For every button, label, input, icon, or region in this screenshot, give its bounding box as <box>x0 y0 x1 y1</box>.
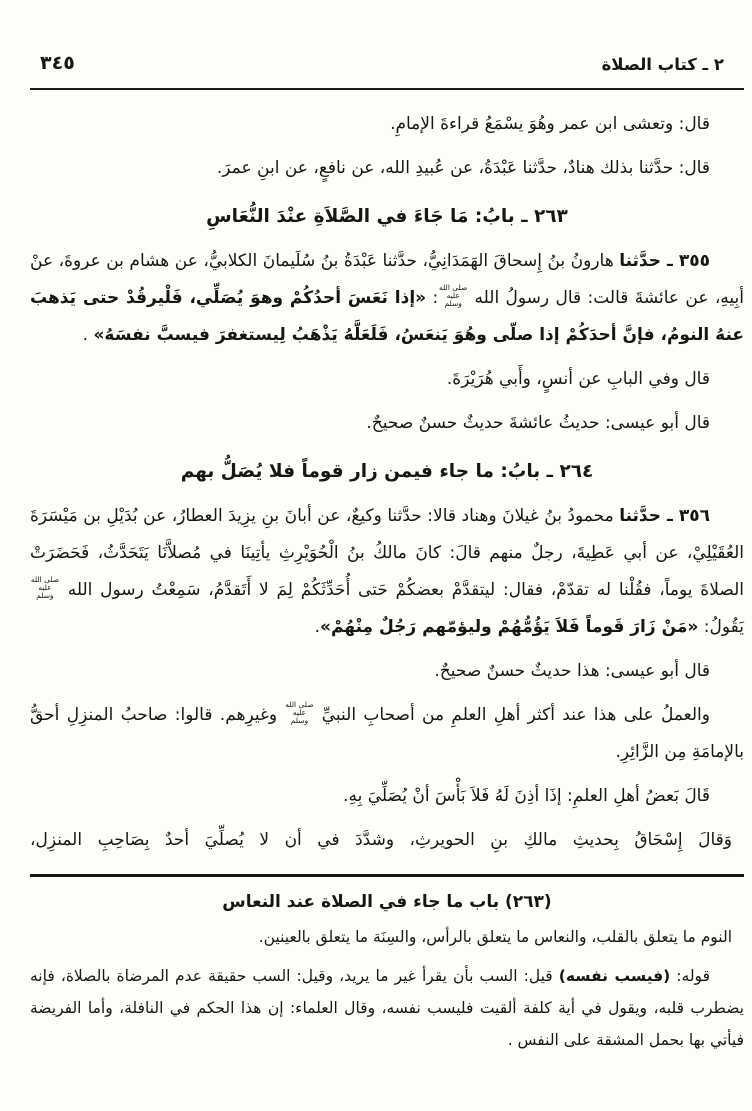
abu-isa-grading-356: قال أبو عيسى: هذا حديثٌ حسنٌ صحيحٌ. <box>434 661 710 681</box>
ishaq-opinion-line: وَقالَ إِسْحَاقُ بِحديثِ مالكِ بنِ الحويرثِ، وشدَّدَ في أن لا يُصلِّيَ أحدٌ بِصَاحِبِ المنزِل، <box>30 830 732 850</box>
narration-line-1: قال: وتعشى ابن عمر وهُوَ يسْمَعُ قراءةَ الإمامِ. <box>390 114 710 134</box>
page-header <box>30 52 744 74</box>
amal-text-a: والعملُ على هذا عند أكثر أهلِ العلمِ من أصحابِ النبيِّ <box>314 705 710 725</box>
footnote-line-1: النوم ما يتعلق بالقلب، والنعاس ما يتعلق بالرأس، والسِنَة ما يتعلق بالعينين. <box>258 928 732 946</box>
hadith-355 <box>30 243 744 354</box>
footnote-explanation: قيل: السب بأن يقرأ غير ما يريد، وقيل: السب حقيقة عدم المرضاة بالصلاة، فإنه يضطرب قلبه، ويقول في أية كلفة ألقيت فليسب نفسه، وقال العلماء: إن هذا الحكم في النافلة، وأما الفريضة فيأتي بها بحمل المشقة على النفس . <box>30 967 744 1049</box>
hadith-355-matn: «إذا نَعَسَ أحدُكُمْ وهوَ يُصَلِّي، فَلْيرقُدْ حتى يَذهبَ عنهُ النومُ، فإنَّ أحدَكُمْ إذا صلّى وهُوَ يَنعَسُ، فَلَعَلَّهُ يَذْهَبُ لِيستغفرَ فيسبَّ نفسَهُ» <box>30 288 744 345</box>
footnote-divider <box>30 874 744 877</box>
abu-isa-grading-355: قال أبو عيسى: حديثُ عائشةَ حديثٌ حسنٌ صحيحٌ. <box>366 413 710 433</box>
hadith-355-opening: ٣٥٥ ـ حدَّثنا <box>619 251 710 271</box>
footnote-qawluhu: قوله: <box>670 967 710 985</box>
hadith-356-opening: ٣٥٦ ـ حدَّثنا <box>619 506 710 526</box>
chapter-heading-263: ٢٦٣ ـ بابُ: مَا جَاءَ في الصَّلاَةِ عنْدَ النُّعَاسِ <box>206 206 568 227</box>
pbuh-symbol: صلى الله عليه وسلم <box>285 699 314 726</box>
hadith-356-end: . <box>314 617 321 637</box>
hadith-356-matn: «مَنْ زَارَ قَوماً فَلاَ يَؤُمُّهُمْ وليؤمّهم رَجُلٌ مِنْهُمْ» <box>320 617 699 637</box>
hadith-356 <box>30 498 744 646</box>
footnote-lemma: (فيسب نفسه) <box>558 967 671 985</box>
narration-line-2: قال: حدَّثنا بذلك هنادٌ، حدَّثنا عَبْدَةُ، عن عُبيدِ الله، عن نافعٍ، عن ابنِ عمرَ. <box>216 158 710 178</box>
hadith-356-isnad: محمودُ بنُ غيلانَ وهناد قالا: حدَّثنا وكيعٌ، عن أبانَ بنِ يزِيدَ العطارُ، عن بُدَيْلِ بن مَيْسَرَةَ العُقَيْلِيْ، عن أبي عَطِيةَ، رجلٌ منهم قالَ: كانَ مالكُ بنُ الْحُوَيْرِثِ يأتِينَا في مُصلاَّنَا يَتَحَدَّثُ، فَحَضَرَتْ الصلاةَ يوماً، فقُلْنا له تقدّمْ، فقال: ليتقدَّمْ بعضكُمْ حَتى أُحَدِّثَكُمْ لِمَ لا أَتَقدَّمُ، سَمِعْتُ رسول الله <box>30 506 744 600</box>
pbuh-symbol: صلى الله عليه وسلم <box>30 574 60 601</box>
hadith-355-isnad: هارونُ بنُ إِسحاقَ الهَمَدَانِيُّ، حدَّثنا عَبْدَةُ بنُ سُلَيمانَ الكلابيُّ، عن هشام بن عروةَ، عنْ أبِيهِ، عن عائشةَ قالت: قال رسولُ الله <box>30 251 745 308</box>
chapter-heading-264: ٢٦٤ ـ بابُ: ما جاء فيمن زار قوماً فلا يُصَلُّ بهم <box>180 461 594 482</box>
pbuh-symbol: صلى الله عليه وسلم <box>439 282 468 309</box>
book-title: ٢ ـ كتاب الصلاة <box>601 55 724 74</box>
amal-paragraph <box>30 697 744 771</box>
footnote-paragraph-2 <box>30 960 744 1056</box>
amal-text-b: وغيرِهم. قالوا: صاحبُ المنزِلِ أحقُّ بالإمامَةِ مِن الزَّائِرِ. <box>30 705 744 762</box>
hadith-355-end: . <box>82 325 94 345</box>
page-number: ٣٤٥ <box>40 52 75 74</box>
scholars-opinion-line: قَالَ بَعضُ أهلِ العلمِ: إذَا أذِنَ لَهُ فَلاَ بَأْسَ أنْ يُصَلِّيَ بِهِ. <box>343 786 710 806</box>
hadith-355-sep: : <box>426 288 439 308</box>
header-divider <box>30 88 744 90</box>
hadith-356-sep: يَقُولُ: <box>698 617 744 637</box>
page-body <box>30 106 744 859</box>
fil-bab-line: قال وفي البابِ عن أنسٍ، وأَبي هُرَيْرَةَ. <box>446 369 710 389</box>
footnote-commentary <box>30 887 744 1056</box>
footnote-heading: (٢٦٣) باب ما جاء في الصلاة عند النعاس <box>222 892 552 912</box>
